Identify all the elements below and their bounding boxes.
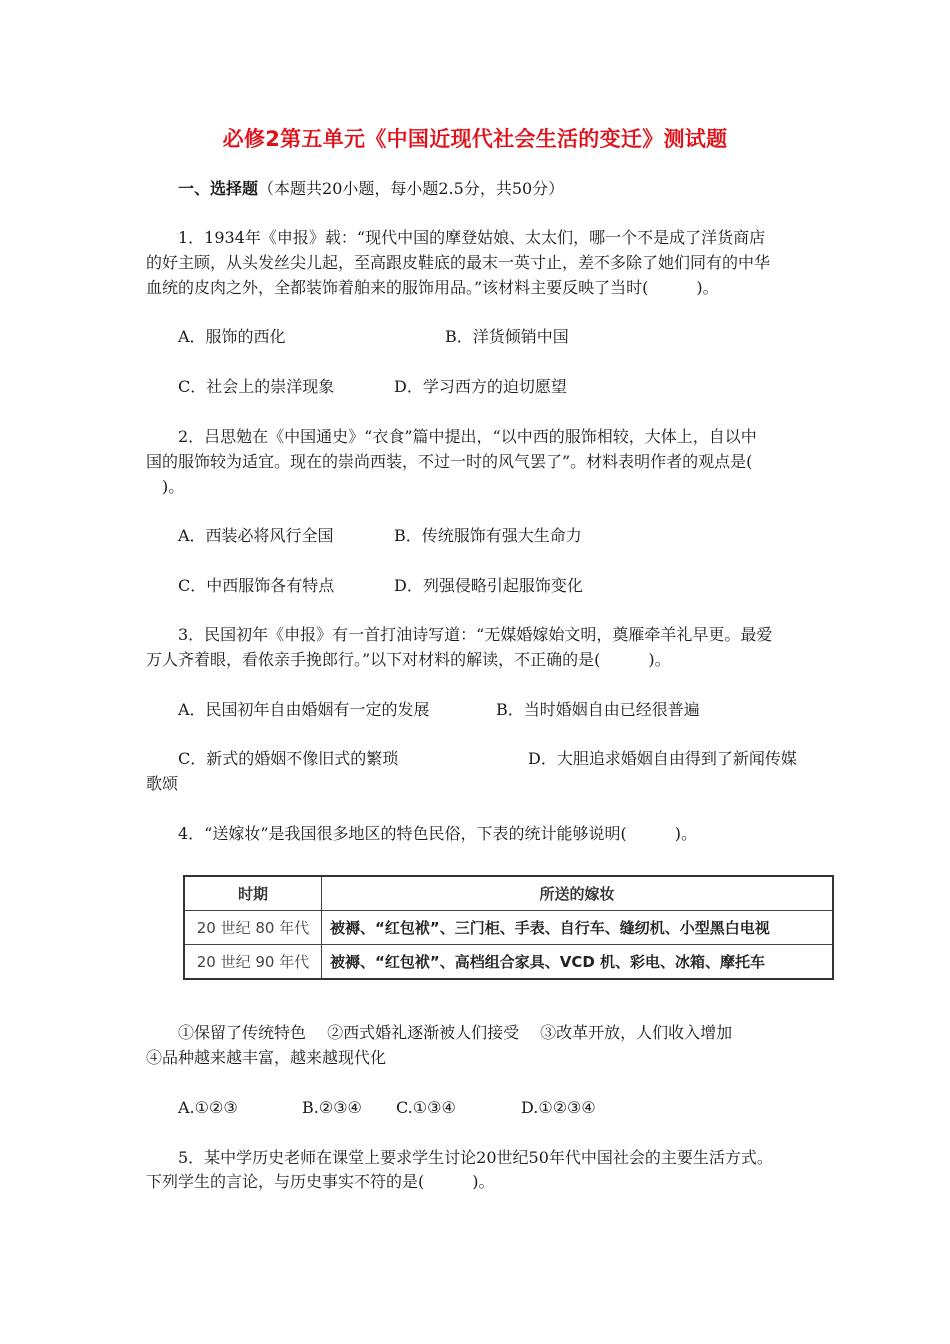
q1-line-3: 血统的皮肉之外，全都装饰着舶来的服饰用品。”该材料主要反映了当时( )。 <box>146 278 719 297</box>
q2-line-3: )。 <box>146 477 185 496</box>
q1-line-2: 的好主顾，从头发丝尖儿起，至高跟皮鞋底的最末一英寸止，差不多除了她们同有的中华 <box>146 253 771 272</box>
table-row <box>184 945 833 980</box>
q2-option-a: A．西装必将风行全国 <box>178 526 334 545</box>
q2-option-c: C．中西服饰各有特点 <box>178 576 335 595</box>
q2-option-d: D．列强侵略引起服饰变化 <box>394 576 583 595</box>
section-label: 一、选择题 <box>178 179 259 198</box>
dowry-table <box>183 875 834 980</box>
q1-line-1: 1．1934年《申报》载：“现代中国的摩登姑娘、太太们，哪一个不是成了洋货商店 <box>178 228 766 247</box>
q4-statements-1: ①保留了传统特色 ②西式婚礼逐渐被人们接受 ③改革开放，人们收入增加 <box>178 1023 733 1042</box>
q4-option-d: D.①②③④ <box>521 1098 596 1117</box>
q4-stem: 4．“送嫁妆”是我国很多地区的特色民俗，下表的统计能够说明( )。 <box>178 824 698 843</box>
dowry-table-header <box>184 876 833 911</box>
q3-line-1: 3．民国初年《申报》有一首打油诗写道：“无媒婚嫁始文明，奠雁牵羊礼早更。最爱 <box>178 625 773 644</box>
q5-line-1: 5．某中学历史老师在课堂上要求学生讨论20世纪50年代中国社会的主要生活方式。 <box>178 1148 773 1167</box>
q2-line-1: 2．吕思勉在《中国通史》“衣食”篇中提出，“以中西的服饰相较，大体上，自以中 <box>178 427 757 446</box>
table-cell-period: 20 世纪 90 年代 <box>184 945 322 980</box>
q4-option-c: C.①③④ <box>396 1098 456 1117</box>
q4-statements-2: ④品种越来越丰富，越来越现代化 <box>146 1048 387 1067</box>
q1-option-b: B．洋货倾销中国 <box>445 327 569 346</box>
q3-option-d-wrap: 歌颂 <box>146 774 179 793</box>
q2-line-2: 国的服饰较为适宜。现在的崇尚西装，不过一时的风气罢了”。材料表明作者的观点是( <box>146 452 753 471</box>
header-dowry: 所送的嫁妆 <box>322 876 834 911</box>
q3-line-2: 万人齐着眼，看侬亲手挽郎行。”以下对材料的解读，不正确的是( )。 <box>146 650 671 669</box>
q3-option-a: A．民国初年自由婚姻有一定的发展 <box>178 700 430 719</box>
section-note: （本题共20小题，每小题2.5分，共50分） <box>258 179 565 198</box>
table-cell-dowry: 被褥、“红包袱”、高档组合家具、VCD 机、彩电、冰箱、摩托车 <box>322 945 834 980</box>
q4-option-b: B.②③④ <box>302 1098 362 1117</box>
page-title: 必修2第五单元《中国近现代社会生活的变迁》测试题 <box>222 127 728 151</box>
q2-option-b: B．传统服饰有强大生命力 <box>394 526 582 545</box>
q3-option-d: D．大胆追求婚姻自由得到了新闻传媒 <box>528 749 797 768</box>
q1-option-d: D．学习西方的迫切愿望 <box>394 377 567 396</box>
q1-option-c: C．社会上的崇洋现象 <box>178 377 335 396</box>
table-row <box>184 911 833 945</box>
q1-option-a: A．服饰的西化 <box>178 327 286 346</box>
table-cell-period: 20 世纪 80 年代 <box>184 911 322 945</box>
q3-option-b: B．当时婚姻自由已经很普遍 <box>496 700 700 719</box>
q5-line-2: 下列学生的言论，与历史事实不符的是( )。 <box>146 1172 495 1191</box>
q4-option-a: A.①②③ <box>178 1098 238 1117</box>
q3-option-c: C．新式的婚姻不像旧式的繁琐 <box>178 749 399 768</box>
table-cell-dowry: 被褥、“红包袱”、三门柜、手表、自行车、缝纫机、小型黑白电视 <box>322 911 834 945</box>
section-heading <box>178 181 564 197</box>
header-period: 时期 <box>184 876 322 911</box>
